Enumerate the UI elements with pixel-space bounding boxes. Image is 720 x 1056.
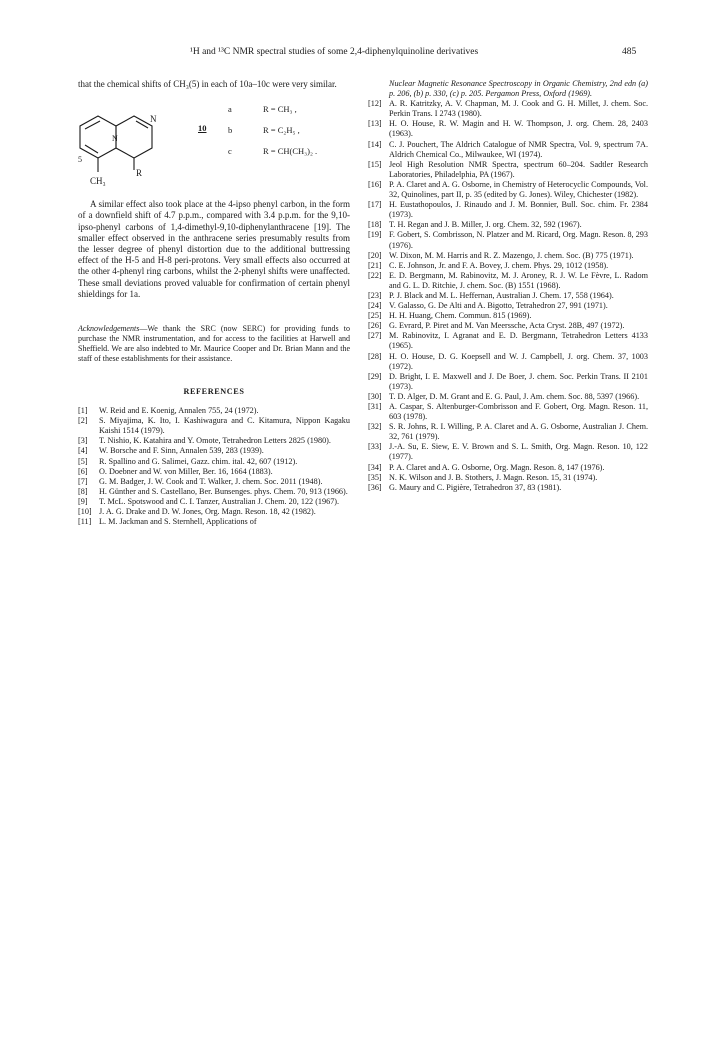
substituent-list xyxy=(228,104,368,167)
reference-number: [19] xyxy=(368,230,382,240)
reference-text: H. H. Huang, Chem. Commun. 815 (1969). xyxy=(389,311,532,321)
page-number: 485 xyxy=(622,47,637,57)
reference-item xyxy=(368,119,648,139)
reference-item xyxy=(368,261,648,271)
reference-item xyxy=(368,352,648,372)
reference-number: [13] xyxy=(368,119,382,129)
reference-text: F. Gobert, S. Combrisson, N. Platzer and M. Ricard, Org. Magn. Reson. 8, 293 (1976). xyxy=(389,230,648,250)
acknowledgements xyxy=(78,324,350,364)
reference-number: [12] xyxy=(368,99,382,109)
reference-item xyxy=(78,457,350,467)
reference-number: [32] xyxy=(368,422,382,432)
compound-number: 10 xyxy=(198,123,207,134)
reference-number: [7] xyxy=(78,476,88,486)
variant-formula: R = CH₃ , xyxy=(263,104,297,115)
running-header xyxy=(0,47,720,61)
reference-item xyxy=(78,487,350,497)
reference-text: H. Günther and S. Castellano, Ber. Bunsenges. phys. Chem. 70, 913 (1966). xyxy=(99,486,348,496)
variant-letter: a xyxy=(228,104,232,115)
variant-row xyxy=(228,146,368,167)
reference-item xyxy=(368,311,648,321)
reference-number: [1] xyxy=(78,406,88,416)
reference-text: G. M. Badger, J. W. Cook and T. Walker, J. chem. Soc. 2011 (1948). xyxy=(99,476,323,486)
reference-text: T. Nishio, K. Katahira and Y. Omote, Tetrahedron Letters 2825 (1980). xyxy=(99,436,331,446)
reference-number: [6] xyxy=(78,466,88,476)
reference-item xyxy=(78,436,350,446)
reference-text: M. Rabinovitz, I. Agranat and E. D. Bergmann, Tetrahedron Letters 4133 (1965). xyxy=(389,331,648,351)
reference-item xyxy=(368,442,648,462)
references-list-left xyxy=(78,406,350,527)
reference-text: T. D. Alger, D. M. Grant and E. G. Paul, J. Am. chem. Soc. 88, 5397 (1966). xyxy=(389,391,640,401)
reference-item xyxy=(368,301,648,311)
reference-text: W. Dixon, M. M. Harris and R. Z. Mazengo, J. chem. Soc. (B) 775 (1971). xyxy=(389,250,634,260)
reference-item xyxy=(368,463,648,473)
reference-item xyxy=(78,416,350,436)
reference-item xyxy=(368,372,648,392)
reference-number: [21] xyxy=(368,260,382,270)
reference-text: W. Reid and E. Koenig, Annalen 755, 24 (1972). xyxy=(99,406,259,416)
reference-item xyxy=(78,497,350,507)
label-r: R xyxy=(136,168,143,179)
reference-item xyxy=(368,99,648,119)
quinolinium-structure-drawing xyxy=(78,98,198,191)
reference-item xyxy=(368,140,648,160)
reference-text: C. J. Pouchert, The Aldrich Catalogue of NMR Spectra, Vol. 9, spectrum 7A. Aldrich Chemical Co., Milwaukee, WI (1974). xyxy=(389,139,648,159)
reference-text: R. Spallino and G. Salimei, Gazz. chim. ital. 42, 607 (1912). xyxy=(99,456,298,466)
reference-number: [3] xyxy=(78,436,88,446)
reference-number: [34] xyxy=(368,462,382,472)
variant-letter: b xyxy=(228,125,233,136)
reference-text: J. A. G. Drake and D. W. Jones, Org. Magn. Reson. 18, 42 (1982). xyxy=(99,506,316,516)
right-column xyxy=(368,79,648,493)
reference-number: [24] xyxy=(368,301,382,311)
reference-item xyxy=(368,251,648,261)
pyridine-ring xyxy=(116,116,152,158)
reference-item xyxy=(78,467,350,477)
reference-item xyxy=(78,406,350,416)
reference-item xyxy=(368,402,648,422)
reference-number: [14] xyxy=(368,139,382,149)
reference-item xyxy=(368,422,648,442)
reference-text: Jeol High Resolution NMR Spectra, spectrum 60–204. Sadtler Research Laboratories, Philadelphia, PA (1967). xyxy=(389,159,648,179)
left-column xyxy=(78,79,350,527)
references-heading: REFERENCES xyxy=(183,387,245,397)
acknowledgements-text: —We thank the SRC (now SERC) for providing funds to purchase the NMR instrumentation, and for access to the facilities at Harwell and Sheffield. We are also indebted to Mr. Maurice Cooper and Dr. Brian Mann and the staff of these establishments for their assistance. xyxy=(78,324,350,364)
variant-letter: c xyxy=(228,146,232,157)
reference-number: [9] xyxy=(78,496,88,506)
reference-text: G. Maury and C. Pigière, Tetrahedron 37, 83 (1981). xyxy=(389,482,562,492)
reference-number: [11] xyxy=(78,517,92,527)
reference-item xyxy=(78,517,350,527)
reference-item xyxy=(368,483,648,493)
reference-text: P. A. Claret and A. G. Osborne, Org. Magn. Reson. 8, 147 (1976). xyxy=(389,462,605,472)
label-n: N xyxy=(150,114,157,125)
reference-text: W. Borsche and F. Sinn, Annalen 539, 283 (1939). xyxy=(99,446,264,456)
reference-number: [27] xyxy=(368,331,382,341)
reference-item xyxy=(78,446,350,456)
reference-number: [8] xyxy=(78,486,88,496)
reference-text: G. Evrard, P. Piret and M. Van Meerssche, Acta Cryst. 28B, 497 (1972). xyxy=(389,321,625,331)
reference-item xyxy=(368,473,648,483)
reference-number: [29] xyxy=(368,371,382,381)
reference-number: [22] xyxy=(368,270,382,280)
reference-item xyxy=(78,477,350,487)
reference-text: H. Eustathopoulos, J. Rinaudo and J. M. Bonnier, Bull. Soc. chim. Fr. 2384 (1973). xyxy=(389,200,648,220)
reference-item xyxy=(368,291,648,301)
reference-text: S. Miyajima, K. Ito, I. Kashiwagura and C. Kitamura, Nippon Kagaku Kaishi 1514 (1979). xyxy=(99,416,350,436)
label-ch3: CH₃ xyxy=(90,176,106,187)
reference-item xyxy=(368,392,648,402)
reference-text: L. M. Jackman and S. Sternhell, Applications of xyxy=(99,517,257,527)
reference-text: A. R. Katritzky, A. V. Chapman, M. J. Cook and G. H. Millet, J. chem. Soc. Perkin Trans. I 2743 (1980). xyxy=(389,99,648,119)
running-title: ¹H and ¹³C NMR spectral studies of some 2,4-diphenylquinoline derivatives xyxy=(190,47,479,57)
references-list-right xyxy=(368,99,648,493)
variant-row xyxy=(228,125,368,146)
reference-text: V. Galasso, G. De Alti and A. Bigotto, Tetrahedron 27, 991 (1971). xyxy=(389,301,608,311)
reference-text: J.-A. Su, E. Siew, E. V. Brown and S. L. Smith, Org. Magn. Reson. 10, 122 (1977). xyxy=(389,442,648,462)
reference-text: D. Bright, I. E. Maxwell and J. De Boer, J. chem. Soc. Perkin Trans. II 2101 (1973). xyxy=(389,371,648,391)
reference-number: [18] xyxy=(368,220,382,230)
label-5: 5 xyxy=(78,155,82,165)
reference-continuation: Nuclear Magnetic Resonance Spectroscopy in Organic Chemistry, 2nd edn (a) p. 206, (b) p. 330, (c) p. 205. Pergamon Press, Oxford (1969). xyxy=(389,79,648,99)
reference-number: [36] xyxy=(368,482,382,492)
reference-text: T. McL. Spotswood and C. I. Tanzer, Australian J. Chem. 20, 122 (1967). xyxy=(99,496,340,506)
reference-item xyxy=(368,321,648,331)
variant-row xyxy=(228,104,368,125)
reference-number: [35] xyxy=(368,472,382,482)
reference-number: [33] xyxy=(368,442,382,452)
reference-number: [26] xyxy=(368,321,382,331)
reference-number: [20] xyxy=(368,250,382,260)
reference-number: [4] xyxy=(78,446,88,456)
acknowledgements-label: Acknowledgements xyxy=(78,324,140,334)
reference-number: [28] xyxy=(368,351,382,361)
body-paragraph: A similar effect also took place at the 4-ipso phenyl carbon, in the form of a downfield shift of 4.7 p.p.m., compared with 3.4 p.p.m. for the 9,10-ipso-phenyl carbons of 1,4-dimethyl-9,10-diphenylanthracene [19]. The smaller effect observed in the anthracene series presumably results from the lesser degree of phenyl distortion due to the additional buttressing effect of the H-5 and H-8 peri-protons. Very small effects also occurred at the other 4-phenyl ring carbons, whilst the 2-phenyl shifts were unaffected. These small deviations proved valuable for confirmation of certain phenyl shieldings for 1a. xyxy=(78,199,350,299)
reference-number: [15] xyxy=(368,159,382,169)
reference-text: P. A. Claret and A. G. Osborne, in Chemistry of Heterocyclic Compounds, Vol. 32, Quinolines, part II, p. 35 (edited by G. Jones). Wiley, Chichester (1982). xyxy=(389,179,648,200)
reference-text: T. H. Regan and J. B. Miller, J. org. Chem. 32, 592 (1967). xyxy=(389,220,582,230)
reference-text: S. R. Johns, R. I. Willing, P. A. Claret and A. G. Osborne, Australian J. Chem. 32, 761 (1979). xyxy=(389,422,648,442)
variant-formula: R = C₂H₅ , xyxy=(263,125,300,136)
reference-text: P. J. Black and M. L. Heffernan, Australian J. Chem. 17, 558 (1964). xyxy=(389,290,614,300)
reference-item xyxy=(368,200,648,220)
reference-number: [16] xyxy=(368,179,382,189)
reference-text: A. Caspar, S. Altenburger-Combrisson and F. Gobert, Org. Magn. Reson. 11, 603 (1978). xyxy=(389,402,648,422)
reference-number: [25] xyxy=(368,311,382,321)
label-n-plus: N xyxy=(112,134,118,144)
reference-number: [5] xyxy=(78,456,88,466)
reference-number: [2] xyxy=(78,416,88,426)
intro-text: that the chemical shifts of CH₃(5) in each of 10a–10c were very similar. xyxy=(78,79,337,89)
reference-text: E. D. Bergmann, M. Rabinovitz, M. J. Aroney, R. J. W. Le Fèvre, L. Radom and G. L. D. Ritchie, J. chem. Soc. (B) 1551 (1968). xyxy=(389,270,648,290)
reference-item xyxy=(368,271,648,291)
reference-text: N. K. Wilson and J. B. Stothers, J. Magn. Reson. 15, 31 (1974). xyxy=(389,472,598,482)
reference-number: [17] xyxy=(368,200,382,210)
reference-number: [10] xyxy=(78,506,92,516)
reference-text: H. O. House, D. G. Koepsell and W. J. Campbell, J. org. Chem. 37, 1003 (1972). xyxy=(389,351,648,371)
reference-text: O. Doebner and W. von Miller, Ber. 16, 1664 (1883). xyxy=(99,466,273,476)
reference-text: C. E. Johnson, Jr. and F. A. Bovey, J. chem. Phys. 29, 1012 (1958). xyxy=(389,260,609,270)
reference-text: H. O. House, R. W. Magin and H. W. Thompson, J. org. Chem. 28, 2403 (1963). xyxy=(389,119,648,139)
variant-formula: R = CH(CH₃)₂ . xyxy=(263,146,318,157)
reference-item xyxy=(78,507,350,517)
reference-item xyxy=(368,331,648,351)
chemical-structure-figure xyxy=(78,98,350,191)
reference-number: [31] xyxy=(368,402,382,411)
reference-number: [23] xyxy=(368,290,382,300)
reference-item xyxy=(368,220,648,230)
reference-item xyxy=(368,180,648,200)
reference-item xyxy=(368,160,648,180)
reference-number: [30] xyxy=(368,391,382,401)
reference-item xyxy=(368,230,648,250)
